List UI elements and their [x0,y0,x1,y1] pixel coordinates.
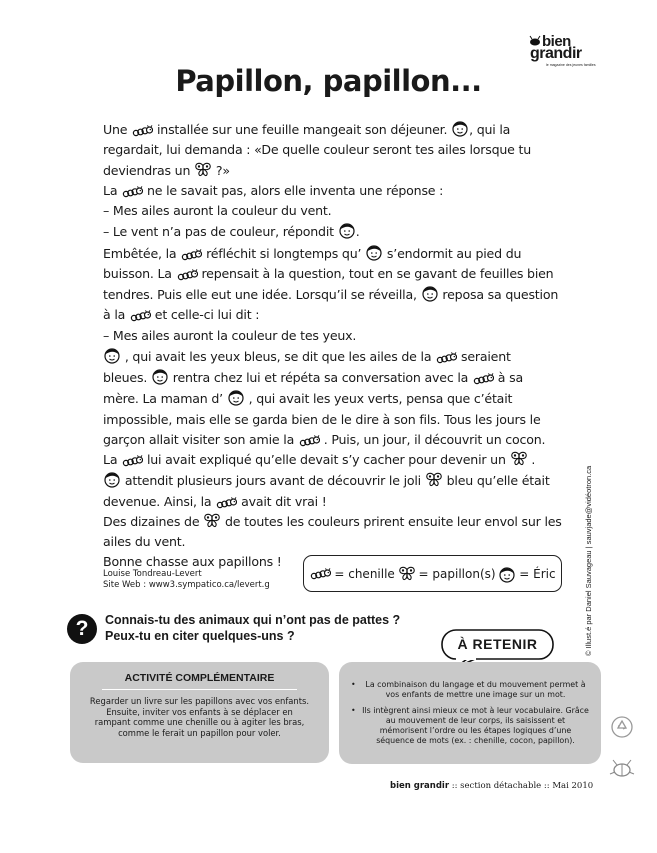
story-text-fragment: La [103,452,118,467]
caterpillar-icon [215,497,237,509]
story-text-fragment: et celle-ci lui dit : [154,307,260,323]
story-text-fragment: Bonne chasse aux papillons ! [103,554,282,570]
activity-panel [70,662,329,763]
icon-legend [303,555,562,592]
caterpillar-icon [129,310,151,322]
footer-brand: bien grandir [390,781,450,791]
story-text-fragment: tendres. Puis elle eut une idée. Lorsqu’il se réveilla, [103,287,417,302]
recycle-icon [611,716,633,738]
boy-face-icon [421,284,439,302]
retenir-bubble [441,629,554,663]
story-text-fragment: rentra chez lui et répéta sa conversation avec la [172,370,469,385]
legend-boy-label: = Éric [519,566,556,581]
caterpillar-icon [176,269,198,281]
story-text-fragment: à la [103,307,126,323]
caterpillar-icon [180,249,202,261]
story-text-fragment: – Mes ailes auront la couleur de tes yeux. [103,327,357,343]
footer-section: :: section détachable :: [451,781,550,791]
story-text-fragment: buisson. La [103,265,172,281]
author-name: Louise Tondreau-Levert [103,569,202,579]
boy-face-icon [498,565,516,583]
legend-caterpillar [309,567,394,581]
boy-face-icon [365,243,383,261]
author-credit [103,569,270,591]
butterfly-icon [194,162,212,178]
story-text-fragment: bleues. [103,370,148,385]
retain-item: • La combinaison du langage et du mouvement permet à vos enfants de mettre une image sur un mot. [351,680,589,700]
legend-butterfly-label: = papillon(s) [418,566,496,581]
story-text-fragment: ne le savait pas, alors elle inventa une réponse : [146,182,444,198]
story-text-fragment: attendit plusieurs jours avant de découvrir le joli [124,473,421,489]
caterpillar-icon [298,435,320,447]
boy-face-icon [451,119,469,137]
activity-body: Regarder un livre sur les papillons avec vos enfants. Ensuite, inviter vos enfants à se déplacer en rampant comme une chenille ou à agiter les bras, comme le ferait un papillon pour voler. [89,696,310,738]
story-text-fragment: . Puis, un jour, il découvrit un cocon. [323,431,546,447]
butterfly-icon [203,513,221,529]
story-text-fragment: – Mes ailes auront la couleur du vent. [103,203,332,218]
caterpillar-icon [121,455,143,467]
boy-face-icon [103,346,121,364]
story-text-fragment: lui avait expliqué qu’elle devait s’y cacher pour devenir un [146,452,506,467]
story-text-fragment: à sa [497,370,523,385]
story-text-fragment: . [531,452,536,467]
legend-butterfly [398,566,496,582]
caterpillar-icon [472,373,494,385]
story-text-fragment: installée sur une feuille mangeait son déjeuner. [156,122,448,137]
question-block [105,612,400,644]
story-text-fragment: bleu qu’elle était [446,473,550,489]
story-text-fragment: garçon allait visiter son amie la [103,431,295,447]
story-text-fragment: – Le vent n’a pas de couleur, répondit [103,224,334,240]
question-line-2: Peux-tu en citer quelques-uns ? [105,629,295,643]
caterpillar-icon [309,568,331,580]
story-text-fragment: seraient [460,348,511,364]
retain-panel [339,662,601,764]
story-text-fragment: devenue. Ainsi, la [103,493,212,509]
question-line-1: Connais-tu des animaux qui n’ont pas de pattes ? [105,613,401,627]
question-mark-icon: ? [67,614,97,644]
story-text-fragment: Des dizaines de [103,513,200,529]
story-text [103,119,563,573]
story-text-fragment: repensait à la question, tout en se gavant de feuilles bien [201,265,554,281]
butterfly-icon [425,472,443,488]
boy-face-icon [151,367,169,385]
retain-list [351,680,589,746]
illustration-credit: © Illust.é par Daniel Sauvageau | sauvjade@vidéotron.ca [584,465,593,656]
logo-word-grandir: grandir [530,45,582,62]
author-website: Site Web : www3.sympatico.ca/levert.g [103,580,270,590]
story-text-fragment: , qui la [469,122,511,137]
story-text-fragment: mère. La maman d’ [103,391,223,407]
activity-title: ACTIVITÉ COMPLÉMENTAIRE [124,672,275,684]
story-text-fragment: Embêtée, la [103,245,177,261]
story-text-fragment: ailes du vent. [103,534,186,549]
decorative-bug-icon [609,757,635,779]
activity-divider [102,689,297,690]
story-text-fragment: impossible, mais elle se garda bien de le dire à son fils. Tous les jours le [103,411,541,427]
story-text-fragment: . [355,224,360,240]
story-text-fragment: La [103,182,118,198]
story-text-fragment: , qui avait les yeux verts, pensa que c’était [248,391,513,407]
legend-caterpillar-label: = chenille [334,566,395,581]
caterpillar-icon [435,352,457,364]
story-text-fragment: reposa sa question [442,287,559,302]
story-text-fragment: ?» [215,162,230,178]
legend-boy [498,565,555,583]
butterfly-icon [510,451,528,467]
footer-date: Mai 2010 [552,781,594,791]
story-text-fragment: réfléchit si longtemps qu’ [206,245,362,261]
retenir-label: À RETENIR [457,636,538,652]
story-text-fragment: s’endormit au pied du [386,245,522,261]
story-text-fragment: regardait, lui demanda : «De quelle couleur seront tes ailes lorsque tu [103,142,532,158]
caterpillar-icon [131,125,153,137]
boy-face-icon [103,470,121,488]
story-text-fragment: de toutes les couleurs prirent ensuite leur envol sur les [225,513,562,529]
logo-word-bien: bien [542,33,571,50]
story-text-fragment: Une [103,122,128,137]
caterpillar-icon [121,186,143,198]
page-footer [390,781,593,791]
page-title: Papillon, papillon... [175,64,482,98]
boy-face-icon [338,221,356,239]
logo-tagline: le magazine des jeunes familles [546,63,596,67]
boy-face-icon [227,388,245,406]
retain-item: • Ils intègrent ainsi mieux ce mot à leur vocabulaire. Grâce au mouvement de leur corps, ils saisissent et mémorisent l’ordre ou les étapes logiques d’une séquence de mots (ex. : chenille, cocon, papillon). [351,706,589,746]
butterfly-icon [398,566,416,582]
story-text-fragment: deviendras un [103,162,191,178]
story-text-fragment: avait dit vrai ! [241,493,327,509]
story-text-fragment: , qui avait les yeux bleus, se dit que les ailes de la [124,348,432,364]
